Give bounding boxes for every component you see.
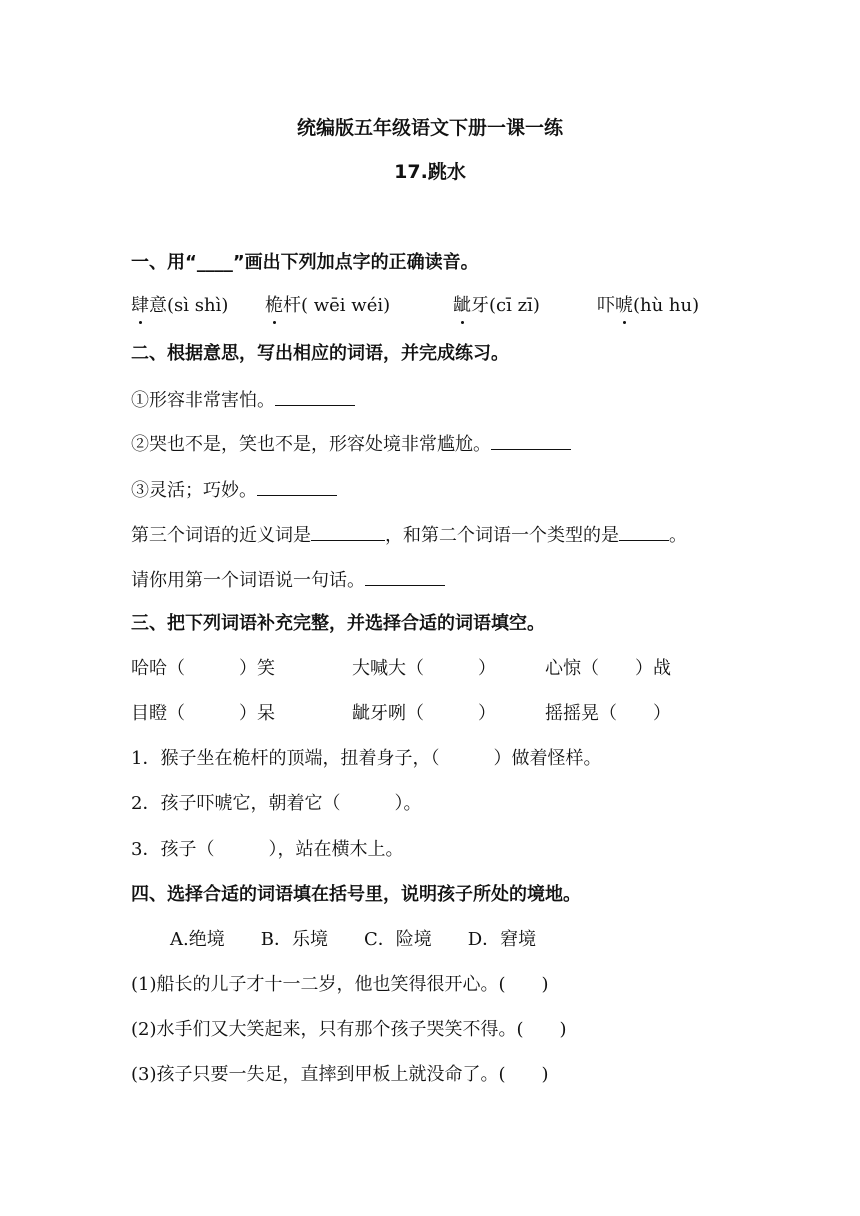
dotted-char: 桅	[265, 295, 283, 316]
answer-blank[interactable]	[311, 522, 385, 541]
q2-heading: 二、根据意思，写出相应的词语，并完成练习。	[131, 343, 509, 364]
q2-line-1-text: ①形容非常害怕。	[131, 390, 275, 411]
q4-heading: 四、选择合适的词语填在括号里，说明孩子所处的境地。	[131, 884, 581, 905]
q3-heading: 三、把下列词语补充完整，并选择合适的词语填空。	[131, 613, 545, 634]
lesson-title: 17.跳水	[394, 161, 466, 183]
q2-line-4-text-c: 。	[669, 525, 687, 546]
q3-sentence-3: 3．孩子（ ），站在横木上。	[131, 839, 404, 860]
dotted-char: 肆	[131, 295, 149, 316]
q1-item-4	[597, 294, 699, 318]
q2-line-5-text: 请你用第一个词语说一句话。	[131, 570, 365, 591]
q1-item-text: 意(sì shì)	[149, 295, 229, 316]
q4-sentence-3: (3)孩子只要一失足，直摔到甲板上就没命了。( )	[131, 1064, 549, 1085]
answer-blank[interactable]	[619, 522, 669, 541]
q1-item-1	[131, 294, 228, 318]
q2-line-4	[131, 522, 687, 548]
answer-blank[interactable]	[491, 431, 571, 450]
q1-heading: 一、用“____”画出下列加点字的正确读音。	[131, 252, 479, 273]
dotted-char: 龇	[453, 295, 471, 316]
q2-line-1	[131, 387, 355, 413]
q3-word-2: 大喊大（ ）	[352, 658, 496, 679]
answer-blank[interactable]	[257, 477, 337, 496]
q2-line-4-text-b: ，和第二个词语一个类型的是	[385, 525, 619, 546]
q4-options: A.绝境 B．乐境 C．险境 D．窘境	[170, 929, 537, 950]
q1-item-2	[265, 294, 390, 318]
dotted-char: 唬	[615, 295, 633, 316]
q2-line-3-text: ③灵活；巧妙。	[131, 480, 257, 501]
q3-sentence-2: 2．孩子吓唬它，朝着它（ ）。	[131, 793, 422, 814]
q3-word-1: 哈哈（ ）笑	[131, 658, 275, 679]
q2-line-5	[131, 567, 445, 593]
q1-item-3	[453, 294, 540, 318]
q4-sentence-2: (2)水手们又大笑起来，只有那个孩子哭笑不得。( )	[131, 1019, 567, 1040]
q1-item-text: (hù hu)	[633, 295, 700, 316]
q2-line-3	[131, 477, 337, 503]
q3-word-3: 心惊（ ）战	[545, 658, 671, 679]
q3-word-5: 龇牙咧（ ）	[352, 703, 496, 724]
q3-sentence-1: 1．猴子坐在桅杆的顶端，扭着身子，（ ）做着怪样。	[131, 748, 602, 769]
answer-blank[interactable]	[365, 567, 445, 586]
q3-word-6: 摇摇晃（ ）	[545, 703, 671, 724]
answer-blank[interactable]	[275, 387, 355, 406]
q3-word-4: 目瞪（ ）呆	[131, 703, 275, 724]
document-title: 统编版五年级语文下册一课一练	[296, 117, 563, 139]
q2-line-4-text-a: 第三个词语的近义词是	[131, 525, 311, 546]
q4-sentence-1: (1)船长的儿子才十一二岁，他也笑得很开心。( )	[131, 974, 549, 995]
q1-item-prefix: 吓	[597, 295, 615, 316]
q2-line-2-text: ②哭也不是，笑也不是，形容处境非常尴尬。	[131, 434, 491, 455]
q1-item-text: 牙(cī zī)	[471, 295, 540, 316]
q2-line-2	[131, 431, 571, 457]
q1-item-text: 杆( wēi wéi)	[283, 295, 391, 316]
